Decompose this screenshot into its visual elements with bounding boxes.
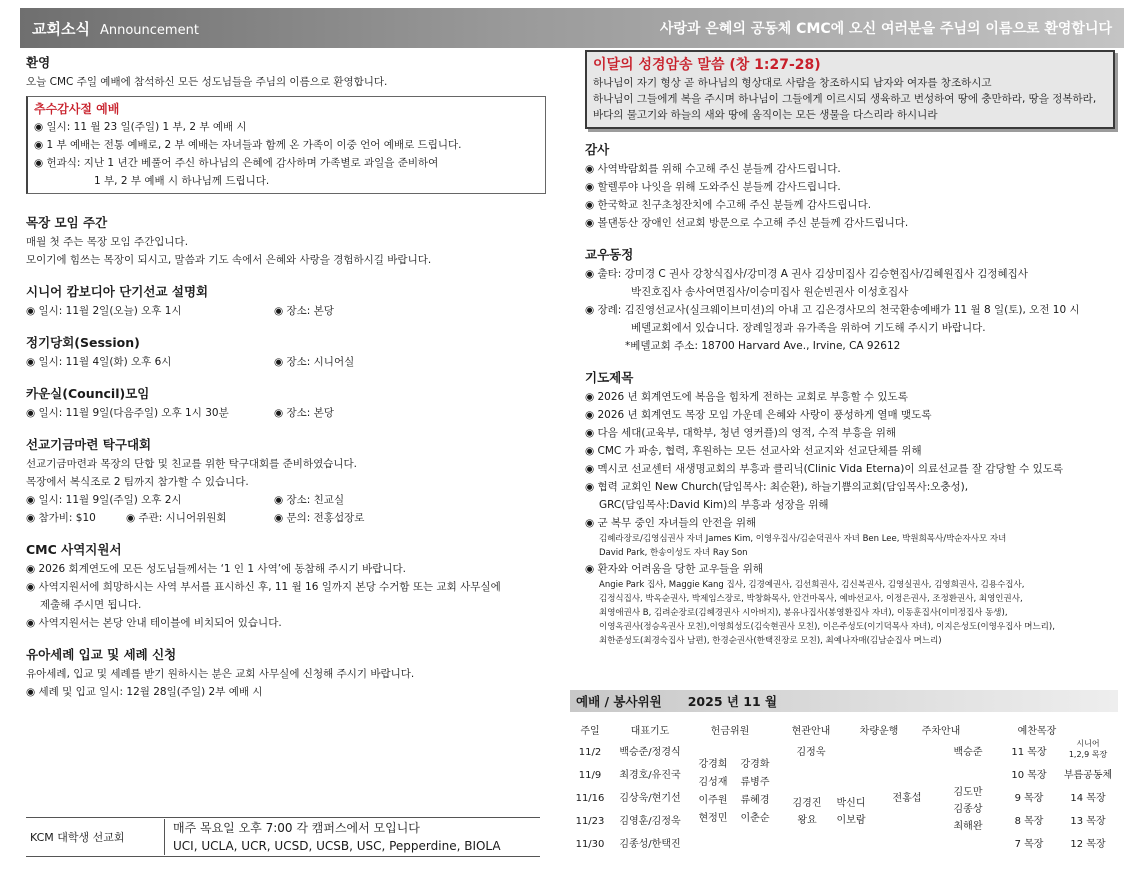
pingpong-fee: ◉ 참가비: $10 [26, 512, 96, 524]
roster-body [570, 739, 1118, 859]
pingpong-title: 선교기금마련 탁구대회 [26, 437, 152, 452]
roster-offering-a3: 이주원 [698, 795, 728, 806]
roster-offering-a2: 김성재 [698, 777, 728, 788]
roster-group-a-2: 10 목장 [1011, 770, 1047, 781]
ministry-b2-cont: 제출해 주시면 됩니다. [40, 599, 142, 611]
ministry-title: CMC 사역지원서 [26, 542, 122, 557]
ministry-b2: ◉ 사역지원서에 희망하시는 사역 부서를 표시하신 후, 11 월 16 일까지 본당 수거함 또는 교회 사무실에 [26, 581, 501, 593]
prayer-b6-cont: GRC(담임목사:David Kim)의 부흥과 성장을 위해 [599, 499, 829, 511]
baptism-title: 유아세례 입교 및 세례 신청 [26, 647, 177, 662]
roster-group-b-4: 12 목장 [1070, 839, 1106, 850]
roster-offering-b3: 류혜경 [740, 795, 770, 806]
prayer-b7-names-2: David Park, 한송이성도 자녀 Ray Son [599, 548, 748, 558]
roster-parking-3: 최해완 [953, 821, 983, 832]
roster-month: 2025 년 11 월 [687, 694, 778, 709]
thanksgiving-title: 추수감사절 예배 [34, 102, 120, 116]
pastoral-week-text-2: 모이기에 힘쓰는 목장이 되시고, 말씀과 기도 속에서 은혜와 사랑을 경험하시길 바랍니다. [26, 254, 432, 266]
prayer-b1: ◉ 2026 년 회계연도에 복음을 힘차게 전하는 교회로 부흥할 수 있도록 [585, 391, 908, 403]
roster-col-offering: 헌금위원 [710, 725, 750, 737]
roster-prayer-5: 김종성/한택진 [619, 839, 681, 850]
members-funeral-address: *베델교회 주소: 18700 Harvard Ave., Irvine, CA 92612 [625, 340, 901, 352]
members-title: 교우동정 [585, 247, 634, 262]
thanks-title: 감사 [585, 142, 610, 157]
roster-parking-2: 김종상 [953, 804, 983, 815]
thanksgiving-fruit-offering: ◉ 헌과식: 지난 1 년간 베풀어 주신 하나님의 은혜에 감사하며 가족별로 과일을 준비하여 [34, 157, 439, 169]
kcm-box [26, 817, 540, 857]
members-travel: ◉ 출타: 강미경 C 권사 강창식집사/강미경 A 권사 김상미집사 김승현집사/김혜원집사 김정혜집사 [585, 268, 1028, 280]
thanksgiving-date: ◉ 일시: 11 월 23 일(주일) 1 부, 2 부 예배 시 [34, 121, 247, 133]
roster-usher-c2-2: 이보람 [836, 815, 866, 826]
header-banner [20, 8, 1124, 48]
pingpong-place: ◉ 장소: 친교실 [274, 494, 345, 506]
roster-group-a-1: 11 목장 [1011, 747, 1047, 758]
kcm-label: KCM 대학생 선교회 [30, 831, 125, 844]
roster-offering-a4: 현정민 [698, 813, 728, 824]
kcm-schedule: 매주 목요일 오후 7:00 각 캠퍼스에서 모입니다 [173, 821, 420, 835]
roster-usher-c2-1: 박신디 [836, 798, 866, 809]
members-funeral: ◉ 장례: 김진영선교사(실크웨이브미션)의 아내 고 김은경사모의 천국환송예배가 11 월 8 일(토), 오전 10 시 [585, 304, 1080, 316]
cambodia-date: ◉ 일시: 11월 2일(오늘) 오후 1시 [26, 305, 182, 317]
pingpong-host: ◉ 주관: 시니어위원회 [126, 512, 227, 524]
roster-date-5: 11/30 [575, 839, 605, 850]
prayer-b8-names-3: 최영애권사 B, 김려순장로(김혜경권사 시아버지), 봉유나집사(봉영환집사 자녀), 이동훈집사(이미정집사 동생), [599, 608, 1008, 618]
cambodia-title: 시니어 캄보디아 단기선교 설명회 [26, 284, 209, 299]
roster-usher-top: 김정욱 [796, 747, 826, 758]
thanks-b4: ◉ 볼댄동산 장애인 선교회 방문으로 수고해 주신 분들께 감사드립니다. [585, 217, 909, 229]
right-column [585, 50, 1115, 648]
left-column [26, 54, 546, 701]
thanksgiving-box [26, 96, 546, 194]
prayer-b4: ◉ CMC 가 파송, 협력, 후원하는 모든 선교사와 선교지와 선교단체를 위해 [585, 445, 922, 457]
thanksgiving-fruit-offering-2: 1 부, 2 부 예배 시 하나님께 드립니다. [94, 175, 270, 187]
roster-table [570, 714, 1118, 859]
roster-prayer-2: 최경호/유진국 [619, 770, 681, 781]
council-title: 카운실(Council)모임 [26, 386, 150, 401]
roster-group-b-3: 13 목장 [1070, 816, 1106, 827]
prayer-b7-names-1: 김혜라장로/김영심권사 자녀 James Kim, 이영우집사/김순덕권사 자녀 Ben Lee, 박원희목사/박순자사모 자녀 [599, 534, 1007, 544]
roster-group-a-4: 8 목장 [1014, 816, 1044, 827]
roster-prayer-1: 백승준/정경식 [619, 747, 681, 758]
roster-title: 예배 / 봉사위원 [576, 694, 662, 709]
roster-offering-a1: 강경희 [698, 759, 728, 770]
members-travel-cont: 박진호집사 송사여면집사/이승미집사 원순빈권사 이성호집사 [631, 286, 909, 298]
pingpong-contact: ◉ 문의: 전홍섭장로 [274, 512, 365, 524]
prayer-b2: ◉ 2026 년 회계연도 목장 모임 가운데 은혜와 사랑이 풍성하게 열매 맺도록 [585, 409, 932, 421]
page-title: 교회소식 [32, 19, 90, 38]
prayer-b3: ◉ 다음 세대(교육부, 대학부, 청년 영커플)의 영적, 수적 부흥을 위해 [585, 427, 896, 439]
prayer-b8-names-2: 김정식집사, 박옥순권사, 박제임스장로, 박창화목사, 안건마목사, 예바선교사, 이정은권사, 조정환권사, 최영인권사, [599, 594, 1023, 604]
thanksgiving-service-info: ◉ 1 부 예배는 전통 예배로, 2 부 예배는 자녀들과 함께 온 가족이 이중 언어 예배로 드립니다. [34, 139, 462, 151]
memory-verse-title: 이달의 성경암송 말씀 (창 1:27-28) [593, 57, 821, 73]
session-date: ◉ 일시: 11월 4일(화) 오후 6시 [26, 356, 172, 368]
roster-header-row [570, 714, 1118, 744]
prayer-b8-names-5: 최한준성도(최경숙집사 남편), 한경순권사(한택진장로 모친), 최예나자매(김남순집사 며느리) [599, 636, 942, 646]
roster-prayer-3: 김상욱/현기선 [619, 793, 681, 804]
members-funeral-cont: 베델교회에서 있습니다. 장례일정과 유가족을 위하여 기도해 주시기 바랍니다. [631, 322, 986, 334]
kcm-campuses: UCI, UCLA, UCR, UCSD, UCSB, USC, Pepperdine, BIOLA [173, 839, 501, 853]
welcome-text: 오늘 CMC 주일 예배에 참석하신 모든 성도님들을 주님의 이름으로 환영합니다. [26, 76, 388, 88]
prayer-b5: ◉ 멕시코 선교센터 새생명교회의 부흥과 클리닉(Clinic Vida Eterna)이 의료선교를 잘 감당할 수 있도록 [585, 463, 1064, 475]
thanks-b2: ◉ 할렐루야 나잇을 위해 도와주신 분들께 감사드립니다. [585, 181, 841, 193]
memory-verse-line-3: 바다의 물고기와 하늘의 새와 땅에 움직이는 모든 생물을 다스리라 하시니라 [593, 109, 938, 121]
pingpong-text-2: 목장에서 복식조로 2 팀까지 참가할 수 있습니다. [26, 476, 249, 488]
pingpong-text-1: 선교기금마련과 목장의 단합 및 친교를 위한 탁구대회를 준비하였습니다. [26, 458, 357, 470]
roster-col-group: 예찬목장 [1017, 725, 1057, 737]
roster-driver: 전홍섭 [892, 793, 922, 804]
roster-offering-b2: 류병주 [740, 777, 770, 788]
memory-verse-line-2: 하나님이 그들에게 복을 주시며 하나님이 그들에게 이르시되 생육하고 번성하여 땅에 충만하라, 땅을 정복하라, [593, 93, 1097, 105]
roster-usher-c1-1: 김경진 [792, 798, 822, 809]
roster-group-b-top1: 시니어 [1076, 739, 1100, 748]
roster-col-prayer: 대표기도 [630, 725, 670, 737]
roster-col-usher: 현관안내 [791, 725, 831, 737]
welcome-tagline: 사랑과 은혜의 공동체 CMC에 오신 여러분을 주님의 이름으로 환영합니다 [659, 21, 1112, 37]
roster-group-a-5: 7 목장 [1014, 839, 1044, 850]
roster-parking-1: 김도만 [953, 787, 983, 798]
roster-group-b-1: 부름공동체 [1063, 770, 1113, 781]
roster-group-a-3: 9 목장 [1014, 793, 1044, 804]
roster-header [570, 690, 1118, 712]
session-place: ◉ 장소: 시니어실 [274, 356, 355, 368]
prayer-title: 기도제목 [585, 370, 634, 385]
roster-date-3: 11/16 [575, 793, 605, 804]
pastoral-week-text-1: 매월 첫 주는 목장 모임 주간입니다. [26, 236, 189, 248]
roster-col-date: 주일 [580, 725, 600, 737]
prayer-b8-names-4: 이영옥권사(정승옥권사 모친),이영희성도(김숙현권사 모친), 이은주성도(이기덕목사 자녀), 이지은성도(이영우집사 며느리), [599, 622, 1055, 632]
cambodia-place: ◉ 장소: 본당 [274, 305, 334, 317]
baptism-text: 유아세례, 입교 및 세례를 받기 원하시는 분은 교회 사무실에 신청해 주시기 바랍니다. [26, 668, 415, 680]
pastoral-week-title: 목장 모임 주간 [26, 215, 108, 230]
thanks-b1: ◉ 사역박람회를 위해 수고해 주신 분들께 감사드립니다. [585, 163, 841, 175]
roster-offering-b4: 이춘순 [740, 813, 770, 824]
prayer-b6: ◉ 협력 교회인 New Church(담임목사: 최순환), 하늘기쁨의교회(담임목사:오충성), [585, 481, 969, 493]
council-place: ◉ 장소: 본당 [274, 407, 334, 419]
roster-prayer-4: 김영훈/김정욱 [619, 816, 681, 827]
roster-date-1: 11/2 [578, 747, 602, 758]
pingpong-date: ◉ 일시: 11월 9일(주일) 오후 2시 [26, 494, 182, 506]
session-title: 정기당회(Session) [26, 335, 140, 350]
roster-col-parking: 주차안내 [921, 725, 961, 737]
thanks-b3: ◉ 한국학교 친구초청잔치에 수고해 주신 분들께 감사드립니다. [585, 199, 872, 211]
baptism-date: ◉ 세례 및 입교 일시: 12월 28일(주일) 2부 예배 시 [26, 686, 263, 698]
council-date: ◉ 일시: 11월 9일(다음주일) 오후 1시 30분 [26, 407, 229, 419]
roster-group-b-top2: 1,2,9 목장 [1068, 750, 1108, 759]
roster-col-driver: 차량운행 [859, 725, 899, 737]
ministry-b3: ◉ 사역지원서는 본당 안내 테이블에 비치되어 있습니다. [26, 617, 282, 629]
memory-verse-line-1: 하나님이 자기 형상 곧 하나님의 형상대로 사람을 창조하시되 남자와 여자를 창조하시고 [593, 77, 992, 89]
page-subtitle: Announcement [99, 22, 199, 38]
ministry-b1: ◉ 2026 회계연도에 모든 성도님들께서는 ‘1 인 1 사역’에 동참해 주시기 바랍니다. [26, 563, 406, 575]
roster-offering-b1: 강경화 [740, 759, 770, 770]
prayer-b8: ◉ 환자와 어려움을 당한 교우들을 위해 [585, 563, 763, 575]
roster-date-4: 11/23 [575, 816, 605, 827]
welcome-title: 환영 [26, 55, 51, 70]
prayer-b8-names-1: Angie Park 집사, Maggie Kang 집사, 김경예권사, 김선희권사, 김신복권사, 김영실권사, 김영희권사, 김용수집사, [599, 580, 1025, 590]
memory-verse-box [585, 50, 1115, 129]
roster-parking-top: 백승준 [953, 747, 983, 758]
roster-date-2: 11/9 [578, 770, 602, 781]
roster-group-b-2: 14 목장 [1070, 793, 1106, 804]
prayer-b7: ◉ 군 복무 중인 자녀들의 안전을 위해 [585, 517, 757, 529]
roster-usher-c1-2: 왕요 [797, 815, 817, 826]
